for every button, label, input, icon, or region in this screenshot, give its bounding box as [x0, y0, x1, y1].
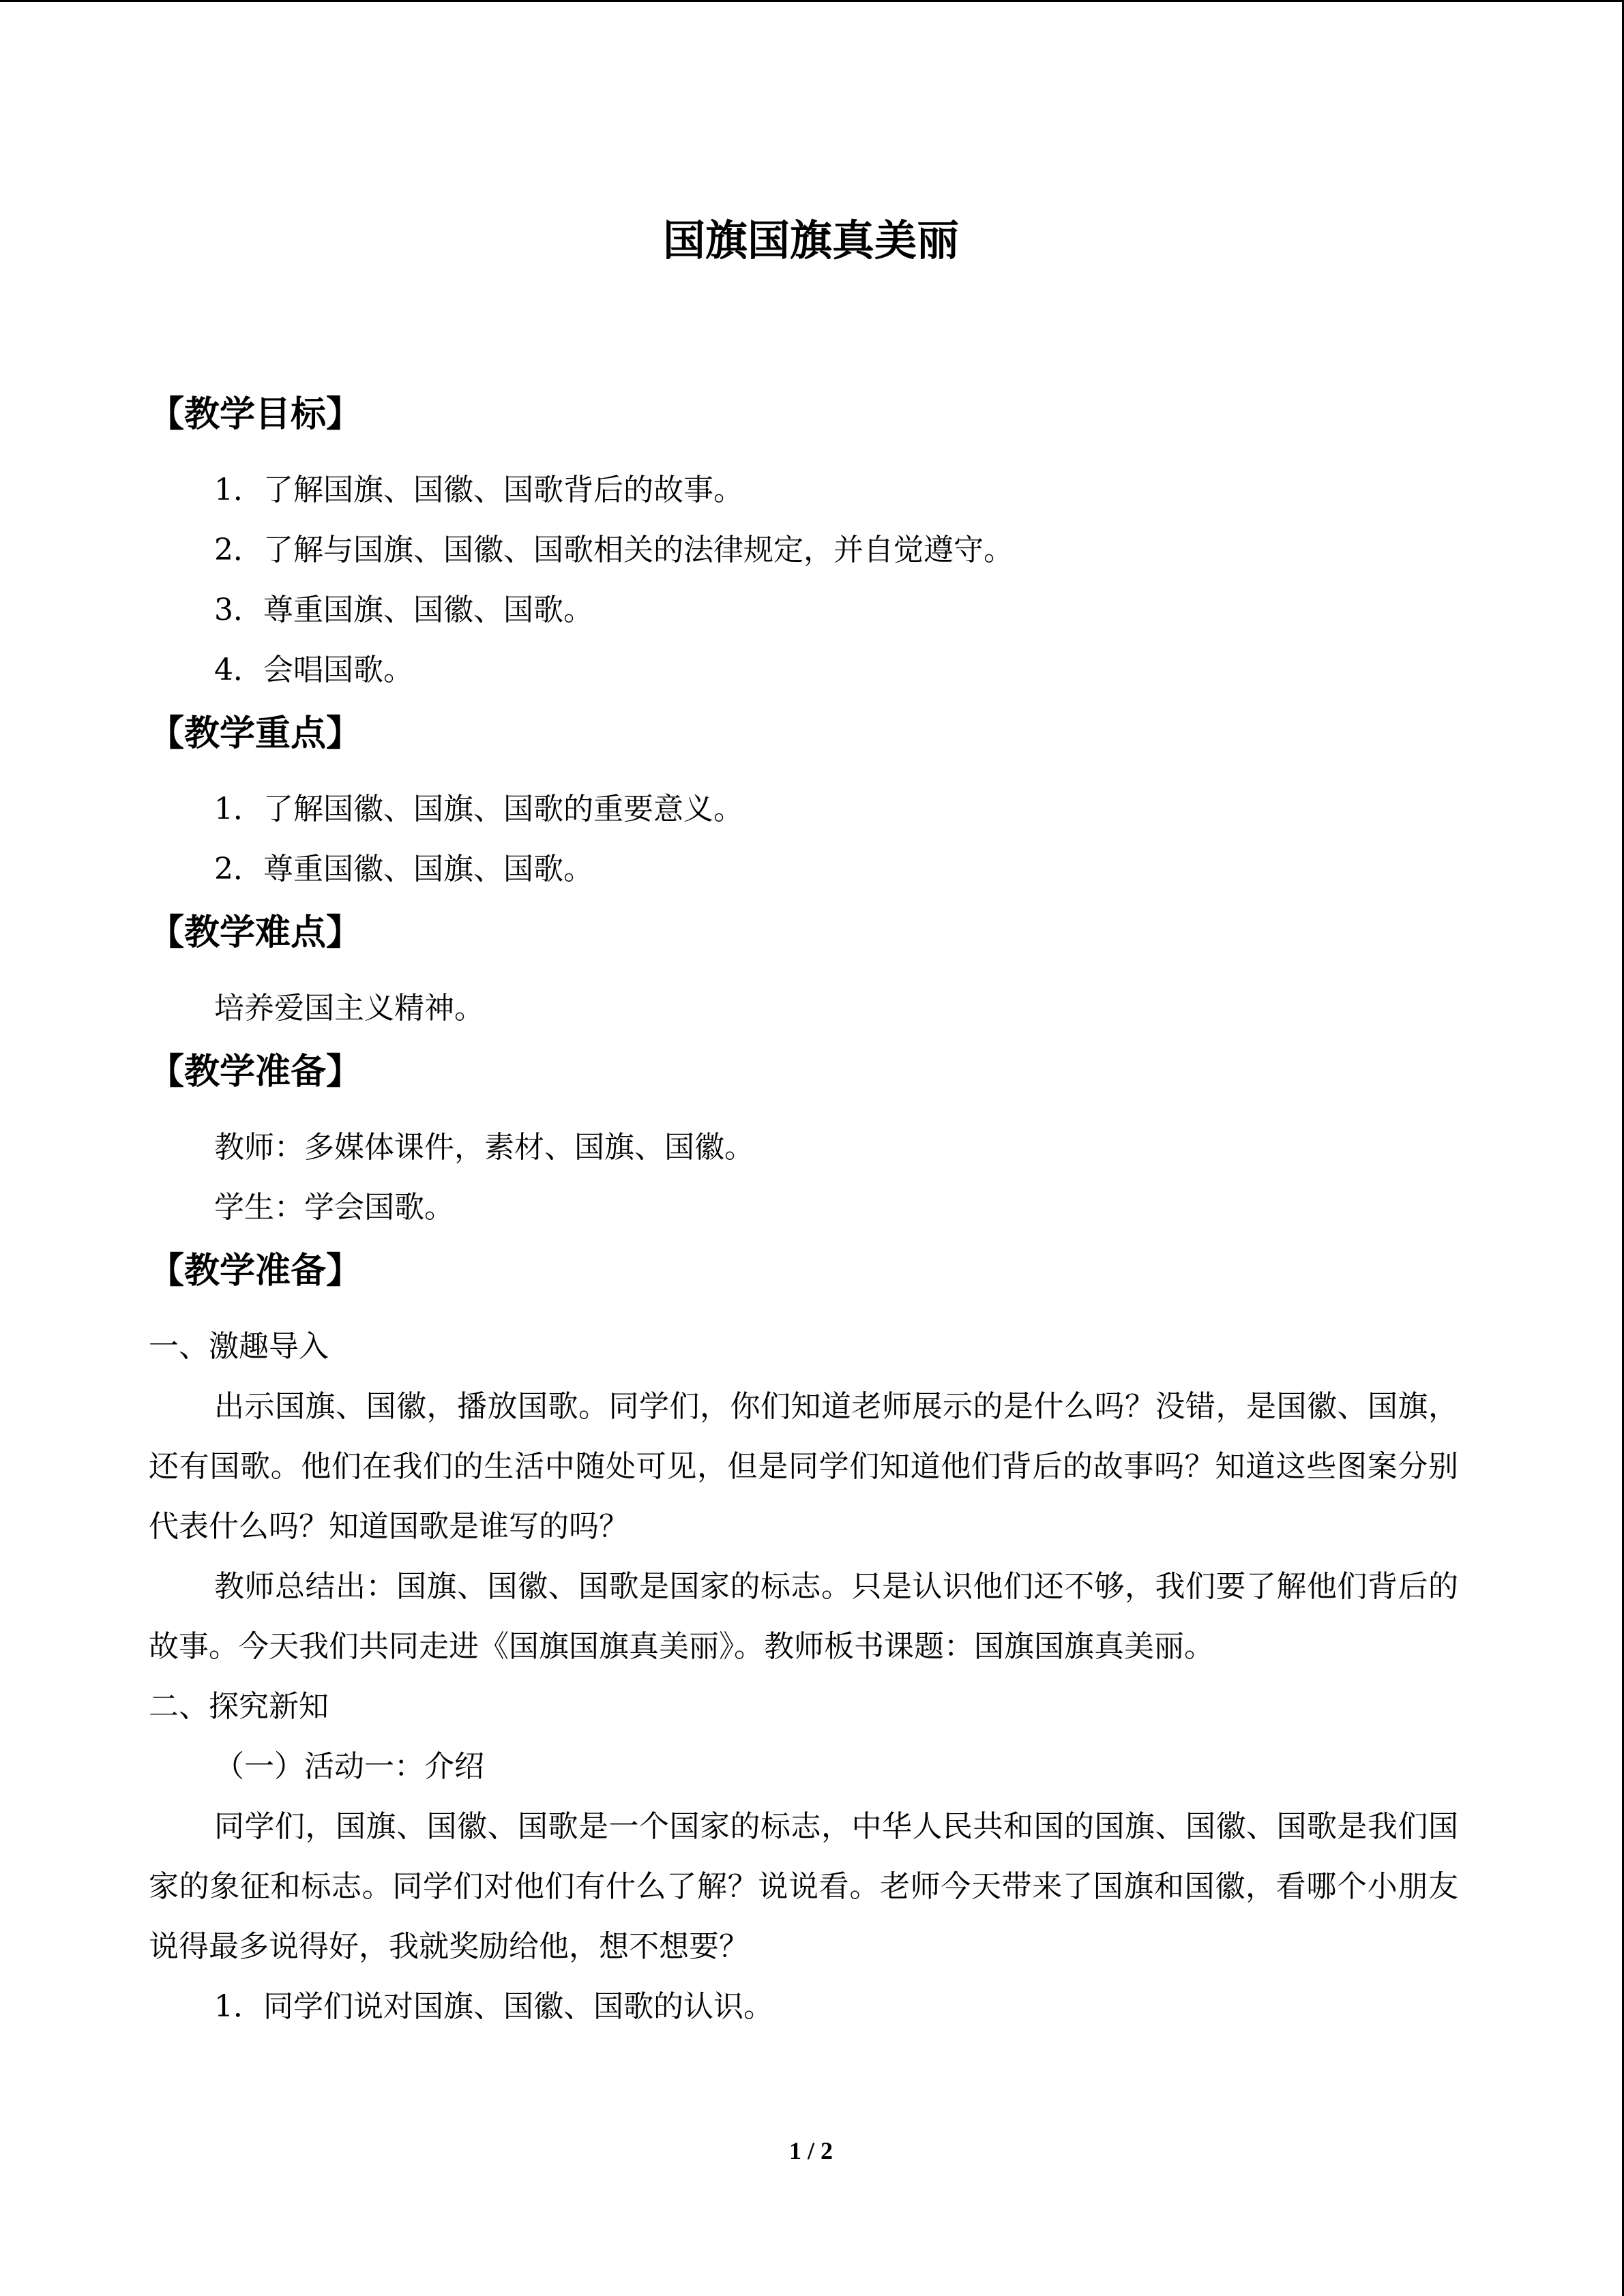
- list-item: 2．了解与国旗、国徽、国歌相关的法律规定，并自觉遵守。: [214, 533, 1014, 567]
- list-item: 1．了解国徽、国旗、国歌的重要意义。: [214, 792, 743, 826]
- list-item: 4．会唱国歌。: [214, 653, 413, 687]
- page-number: 1 / 2: [788, 2137, 833, 2164]
- part2-paragraph-1: 同学们，国旗、国徽、国歌是一个国家的标志，中华人民共和国的国旗、国徽、国歌是我们国家的象征和标志。同学们对他们有什么了解？说说看。老师今天带来了国旗和国徽，看哪个小朋友说得最多说得好，我就奖励给他，想不想要？: [149, 1809, 1458, 1964]
- list-item: 3．尊重国旗、国徽、国歌。: [214, 593, 593, 627]
- part1-paragraph-1: 出示国旗、国徽，播放国歌。同学们，你们知道老师展示的是什么吗？没错，是国徽、国旗，还有国歌。他们在我们的生活中随处可见，但是同学们知道他们背后的故事吗？知道这些图案分别代表什么吗？知道国歌是谁写的吗？: [149, 1389, 1458, 1544]
- objectives-list: [149, 460, 1458, 700]
- preparation-student: 学生：学会国歌。: [214, 1190, 454, 1225]
- difficulties-text: 培养爱国主义精神。: [214, 991, 484, 1026]
- part2-item-1: 1．同学们说对国旗、国徽、国歌的认识。: [214, 1989, 773, 2024]
- activity1-label: （一）活动一：介绍: [214, 1749, 484, 1784]
- heading-difficulties: 【教学难点】: [149, 912, 362, 953]
- part2-label: 二、探究新知: [149, 1689, 329, 1724]
- part1-label: 一、激趣导入: [149, 1329, 329, 1364]
- heading-process: 【教学准备】: [149, 1251, 362, 1292]
- part1-paragraph-2: 教师总结出：国旗、国徽、国歌是国家的标志。只是认识他们还不够，我们要了解他们背后的故事。今天我们共同走进《国旗国旗真美丽》。教师板书课题：国旗国旗真美丽。: [149, 1569, 1458, 1664]
- heading-objectives: 【教学目标】: [149, 394, 362, 435]
- document-title: 国旗国旗真美丽: [662, 215, 959, 265]
- heading-key-points: 【教学重点】: [149, 713, 362, 754]
- list-item: 1．了解国旗、国徽、国歌背后的故事。: [214, 473, 743, 507]
- key-points-list: [149, 779, 1458, 899]
- preparation-teacher: 教师：多媒体课件，素材、国旗、国徽。: [214, 1130, 754, 1165]
- document-body: [149, 384, 1458, 2037]
- list-item: 2．尊重国徽、国旗、国歌。: [214, 852, 593, 886]
- heading-preparation: 【教学准备】: [149, 1052, 362, 1092]
